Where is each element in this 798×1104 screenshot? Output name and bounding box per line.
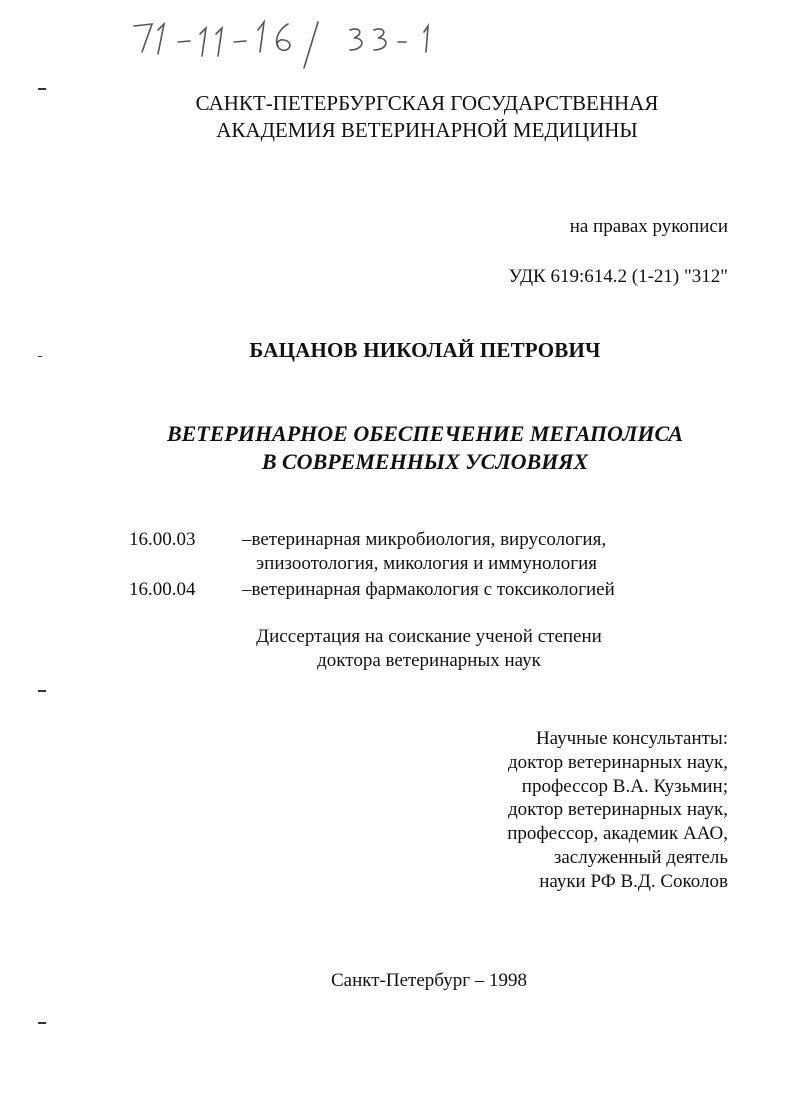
consultant-line: доктор ветеринарных наук, xyxy=(507,751,728,773)
margin-mark xyxy=(38,1022,46,1024)
specialty-description-continued: эпизоотология, микология и иммунология xyxy=(256,553,597,574)
specialty-description: –ветеринарная микробиология, вирусология, xyxy=(242,529,607,550)
title-line-1: ВЕТЕРИНАРНОЕ ОБЕСПЕЧЕНИЕ МЕГАПОЛИСА xyxy=(166,421,684,446)
specialty-description: –ветеринарная фармакология с токсикологией xyxy=(242,579,615,600)
institution-line-1: САНКТ-ПЕТЕРБУРГСКАЯ ГОСУДАРСТВЕННАЯ xyxy=(195,91,659,115)
scientific-consultants xyxy=(507,727,728,894)
consultant-line: профессор, академик ААО, xyxy=(507,823,728,845)
udc-code: УДК 619:614.2 (1-21) "312" xyxy=(508,266,728,287)
consultant-line: профессор В.А. Кузьмин; xyxy=(521,775,728,797)
handwritten-annotation xyxy=(128,12,448,72)
specialty-code: 16.00.04 xyxy=(129,579,196,600)
consultant-line: доктор ветеринарных наук, xyxy=(507,799,728,821)
degree-statement xyxy=(30,625,798,673)
dissertation-title xyxy=(26,420,798,476)
margin-mark xyxy=(38,690,46,692)
consultant-line: науки РФ В.Д. Соколов xyxy=(539,870,728,892)
institution-line-2: АКАДЕМИЯ ВЕТЕРИНАРНОЙ МЕДИЦИНЫ xyxy=(216,118,638,142)
degree-line-2: доктора ветеринарных наук xyxy=(317,650,541,671)
institution-name xyxy=(28,90,798,144)
city-year: Санкт-Петербург – 1998 xyxy=(330,970,527,991)
manuscript-note: на правах рукописи xyxy=(569,216,728,237)
specialty-code: 16.00.03 xyxy=(129,529,196,550)
consultant-line: заслуженный деятель xyxy=(553,846,728,868)
consultants-heading: Научные консультанты: xyxy=(535,728,728,749)
title-line-2: В СОВРЕМЕННЫХ УСЛОВИЯХ xyxy=(261,449,589,474)
author-name: БАЦАНОВ НИКОЛАЙ ПЕТРОВИЧ xyxy=(249,338,601,362)
degree-line-1: Диссертация на соискание ученой степени xyxy=(256,626,602,647)
